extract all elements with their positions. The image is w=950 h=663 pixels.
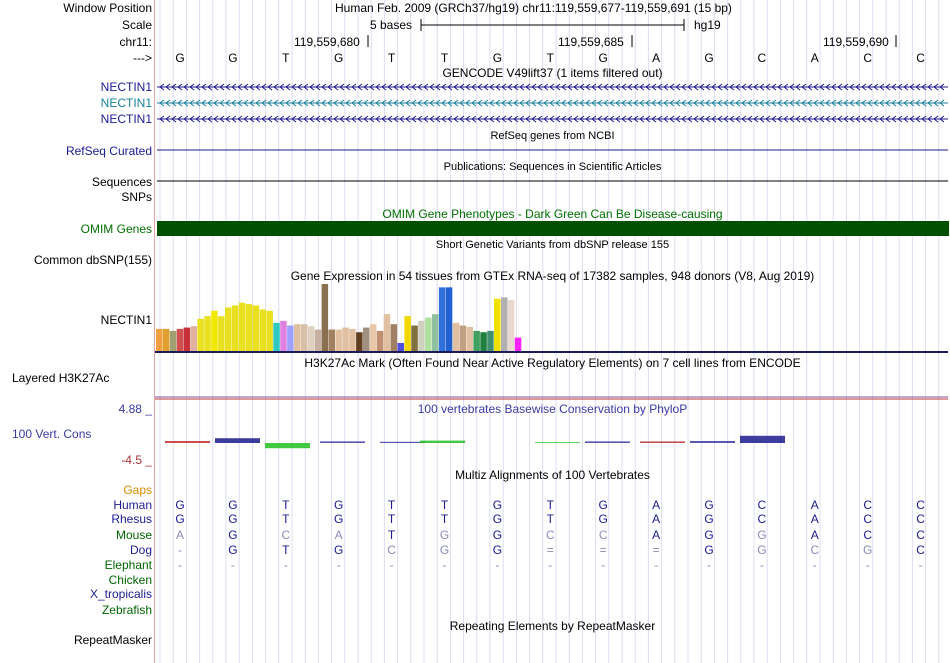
assembly-position-text: Human Feb. 2009 (GRCh37/hg19) chr11:119,559,677-119,559,691 (15 bp) bbox=[335, 1, 732, 15]
omim-track-label[interactable]: OMIM Genes bbox=[80, 222, 152, 236]
aligned-base: A bbox=[652, 498, 661, 512]
gtex-tissue-bar bbox=[273, 323, 280, 351]
species-label[interactable]: Elephant bbox=[104, 558, 152, 572]
reference-base: G bbox=[492, 51, 503, 65]
aligned-base: G bbox=[704, 543, 714, 557]
multiz-track-title: Multiz Alignments of 100 Vertebrates bbox=[455, 468, 650, 482]
gencode-track-label-3[interactable]: NECTIN1 bbox=[100, 112, 152, 126]
gtex-tissue-bar bbox=[287, 326, 294, 351]
aligned-base: C bbox=[916, 543, 925, 557]
gencode-track-label-2[interactable]: NECTIN1 bbox=[100, 96, 152, 110]
gtex-tissue-bar bbox=[315, 330, 322, 351]
aligned-base: - bbox=[654, 558, 659, 572]
phylop-score-mark bbox=[585, 441, 630, 443]
omim-phenotype-bar bbox=[157, 221, 949, 236]
gtex-tissue-bar bbox=[177, 329, 184, 351]
aligned-base: G bbox=[175, 512, 185, 526]
gtex-tissue-bar bbox=[398, 343, 405, 351]
strand-label: ---> bbox=[133, 51, 152, 65]
ruler-position-1: 119,559,680 bbox=[294, 35, 360, 49]
phylop-score-mark bbox=[165, 441, 210, 443]
gtex-tissue-bar bbox=[294, 324, 301, 351]
aligned-base: G bbox=[439, 543, 450, 557]
reference-base: T bbox=[387, 51, 396, 65]
gtex-tissue-bar bbox=[439, 287, 446, 351]
aligned-base: = bbox=[546, 543, 554, 557]
phylop-score-mark bbox=[320, 441, 365, 443]
reference-base: C bbox=[757, 51, 767, 65]
aligned-base: - bbox=[230, 558, 235, 572]
aligned-base: C bbox=[757, 512, 767, 526]
aligned-base: G bbox=[492, 512, 503, 526]
aligned-base: - bbox=[178, 543, 182, 557]
species-label[interactable]: X_tropicalis bbox=[89, 587, 152, 601]
gtex-tissue-bar bbox=[280, 321, 287, 351]
aligned-base: C bbox=[757, 498, 767, 512]
gtex-tissue-bar bbox=[501, 297, 508, 351]
aligned-base: C bbox=[387, 543, 396, 557]
gtex-tissue-bar bbox=[246, 304, 253, 351]
reference-base: G bbox=[334, 51, 344, 65]
gtex-tissue-bar bbox=[184, 328, 191, 351]
gtex-tissue-bar bbox=[480, 332, 487, 351]
aligned-base: G bbox=[334, 543, 344, 557]
ruler-position-3: 119,559,690 bbox=[823, 35, 889, 49]
refseq-track-title: RefSeq genes from NCBI bbox=[490, 130, 615, 142]
gtex-tissue-bar bbox=[170, 331, 177, 351]
aligned-base: C bbox=[545, 528, 555, 542]
phylop-score-mark bbox=[690, 441, 735, 443]
gtex-tissue-bar bbox=[432, 314, 439, 351]
gtex-tissue-bar bbox=[384, 314, 391, 351]
gtex-tissue-bar bbox=[156, 329, 163, 351]
aligned-base: - bbox=[495, 558, 500, 572]
phylop-score-mark bbox=[380, 442, 425, 443]
aligned-base: - bbox=[336, 558, 341, 572]
species-label[interactable]: Chicken bbox=[108, 573, 152, 587]
aligned-base: = bbox=[599, 543, 607, 557]
phylop-min-label: -4.5 _ bbox=[121, 453, 152, 467]
phylop-score-mark bbox=[420, 441, 465, 443]
aligned-base: T bbox=[282, 498, 290, 512]
aligned-base: - bbox=[707, 558, 711, 572]
h3k27ac-track-title: H3K27Ac Mark (Often Found Near Active Regulatory Elements) on 7 cell lines from ENCODE bbox=[304, 356, 801, 370]
omim-track-title: OMIM Gene Phenotypes - Dark Green Can Be Disease-causing bbox=[382, 207, 723, 221]
aligned-base: A bbox=[652, 512, 661, 526]
reference-base: A bbox=[652, 51, 661, 65]
aligned-base: A bbox=[810, 528, 819, 542]
dbsnp-track-label[interactable]: Common dbSNP(155) bbox=[33, 253, 152, 267]
species-label[interactable]: Zebrafish bbox=[101, 603, 152, 617]
aligned-base: - bbox=[283, 558, 288, 572]
gtex-tissue-bar bbox=[446, 287, 453, 351]
phylop-track-label[interactable]: 100 Vert. Cons bbox=[12, 427, 92, 441]
aligned-base: G bbox=[228, 543, 238, 557]
aligned-base: G bbox=[492, 543, 503, 557]
scale-label: Scale bbox=[121, 18, 152, 32]
aligned-base: T bbox=[440, 512, 449, 526]
gencode-track-title: GENCODE V49lift37 (1 items filtered out) bbox=[442, 66, 663, 80]
aligned-base: - bbox=[865, 558, 870, 572]
species-label[interactable]: Dog bbox=[129, 543, 152, 557]
aligned-base: G bbox=[757, 543, 767, 557]
gtex-tissue-bar bbox=[197, 319, 204, 351]
gtex-tissue-bar bbox=[211, 311, 218, 351]
phylop-score-mark bbox=[740, 436, 785, 443]
gencode-track-label-1[interactable]: NECTIN1 bbox=[100, 80, 152, 94]
aligned-base: - bbox=[389, 558, 394, 572]
aligned-base: T bbox=[282, 543, 290, 557]
gtex-tissue-bar bbox=[453, 323, 460, 351]
aligned-base: T bbox=[387, 528, 396, 542]
aligned-base: A bbox=[810, 498, 819, 512]
gtex-tissue-bar bbox=[494, 299, 501, 351]
aligned-base: C bbox=[916, 512, 925, 526]
species-label[interactable]: Human bbox=[113, 498, 152, 512]
h3k27ac-track-label[interactable]: Layered H3K27Ac bbox=[12, 371, 110, 385]
gtex-tissue-bar bbox=[232, 305, 239, 351]
scale-bases-text: 5 bases bbox=[370, 18, 413, 32]
aligned-base: G bbox=[334, 512, 344, 526]
gaps-label: Gaps bbox=[123, 483, 152, 497]
dbsnp-track-title: Short Genetic Variants from dbSNP release 155 bbox=[435, 239, 670, 251]
reference-base: T bbox=[282, 51, 290, 65]
aligned-base: T bbox=[387, 512, 396, 526]
phylop-score-mark bbox=[215, 438, 260, 443]
repeatmasker-track-label[interactable]: RepeatMasker bbox=[73, 633, 152, 647]
aligned-base: C bbox=[810, 543, 820, 557]
gtex-tissue-bar bbox=[515, 338, 522, 351]
aligned-base: A bbox=[652, 528, 661, 542]
gtex-tissue-bar bbox=[404, 316, 411, 351]
aligned-base: G bbox=[704, 528, 714, 542]
gtex-tissue-bar bbox=[356, 332, 363, 351]
reference-base: A bbox=[810, 51, 819, 65]
aligned-base: C bbox=[281, 528, 291, 542]
gtex-tissue-bar bbox=[260, 309, 267, 351]
phylop-score-mark bbox=[535, 442, 580, 443]
gtex-tissue-bar bbox=[225, 307, 232, 351]
gtex-tissue-bar bbox=[253, 305, 260, 351]
aligned-base: G bbox=[334, 498, 344, 512]
gtex-tissue-bar bbox=[370, 324, 377, 351]
aligned-base: G bbox=[598, 498, 608, 512]
aligned-base: - bbox=[601, 558, 606, 572]
reference-base: G bbox=[598, 51, 608, 65]
gtex-tissue-bar bbox=[349, 329, 356, 351]
gtex-tissue-bar bbox=[218, 316, 225, 351]
gtex-track-title: Gene Expression in 54 tissues from GTEx RNA-seq of 17382 samples, 948 donors (V8, Aug 2019) bbox=[290, 269, 815, 283]
gtex-tissue-bar bbox=[473, 331, 480, 351]
aligned-base: G bbox=[598, 512, 608, 526]
reference-base: G bbox=[228, 51, 238, 65]
gtex-tissue-bar bbox=[191, 326, 198, 351]
aligned-base: C bbox=[598, 528, 608, 542]
aligned-base: G bbox=[228, 528, 238, 542]
species-label[interactable]: Rhesus bbox=[111, 512, 152, 526]
scale-db-text: hg19 bbox=[694, 18, 721, 32]
aligned-base: G bbox=[492, 498, 503, 512]
aligned-base: - bbox=[812, 558, 817, 572]
repeatmasker-track-title: Repeating Elements by RepeatMasker bbox=[449, 619, 656, 633]
aligned-base: G bbox=[492, 528, 503, 542]
aligned-base: - bbox=[178, 558, 182, 572]
aligned-base: T bbox=[546, 498, 554, 512]
aligned-base: - bbox=[759, 558, 764, 572]
species-label[interactable]: Mouse bbox=[115, 528, 152, 542]
aligned-base: - bbox=[442, 558, 447, 572]
gtex-track-label[interactable]: NECTIN1 bbox=[100, 313, 152, 327]
aligned-base: G bbox=[704, 512, 714, 526]
aligned-base: A bbox=[175, 528, 184, 542]
aligned-base: T bbox=[440, 498, 449, 512]
aligned-base: C bbox=[863, 512, 873, 526]
reference-base: T bbox=[546, 51, 554, 65]
gtex-tissue-bar bbox=[266, 311, 273, 351]
gtex-tissue-bar bbox=[363, 328, 370, 351]
gtex-tissue-bar bbox=[425, 318, 432, 352]
gtex-tissue-bar bbox=[335, 330, 342, 351]
aligned-base: C bbox=[916, 528, 925, 542]
gtex-tissue-bar bbox=[460, 326, 467, 351]
window-position-label: Window Position bbox=[63, 1, 152, 15]
reference-base: T bbox=[440, 51, 449, 65]
aligned-base: G bbox=[757, 528, 767, 542]
aligned-base: C bbox=[863, 498, 873, 512]
aligned-base: G bbox=[439, 528, 450, 542]
gtex-tissue-bar bbox=[204, 316, 211, 351]
aligned-base: G bbox=[863, 543, 873, 557]
phylop-track-title: 100 vertebrates Basewise Conservation by PhyloP bbox=[417, 402, 688, 416]
gtex-tissue-bar bbox=[418, 321, 425, 351]
snps-track-label[interactable]: SNPs bbox=[121, 190, 152, 204]
aligned-base: C bbox=[863, 528, 873, 542]
aligned-base: - bbox=[548, 558, 553, 572]
aligned-base: T bbox=[387, 498, 396, 512]
aligned-base: C bbox=[916, 498, 925, 512]
gtex-tissue-bar bbox=[391, 324, 398, 351]
gtex-tissue-bar bbox=[508, 300, 515, 351]
chromosome-label: chr11: bbox=[119, 35, 152, 49]
gtex-tissue-bar bbox=[342, 328, 349, 351]
gtex-tissue-bar bbox=[329, 330, 336, 351]
gtex-tissue-bar bbox=[322, 284, 329, 351]
gtex-tissue-bar bbox=[467, 327, 474, 351]
publications-track-label[interactable]: Sequences bbox=[91, 175, 152, 189]
aligned-base: G bbox=[175, 498, 185, 512]
reference-base: G bbox=[704, 51, 714, 65]
aligned-base: G bbox=[704, 498, 714, 512]
phylop-score-mark bbox=[265, 443, 310, 448]
gtex-tissue-bar bbox=[308, 326, 315, 351]
aligned-base: G bbox=[228, 498, 238, 512]
ruler-position-2: 119,559,685 bbox=[558, 35, 624, 49]
aligned-base: - bbox=[918, 558, 923, 572]
gtex-tissue-bar bbox=[163, 329, 170, 351]
gtex-tissue-bar bbox=[377, 331, 384, 351]
aligned-base: = bbox=[652, 543, 660, 557]
reference-base: C bbox=[916, 51, 925, 65]
gtex-tissue-bar bbox=[239, 303, 246, 351]
aligned-base: A bbox=[810, 512, 819, 526]
reference-base: G bbox=[175, 51, 185, 65]
aligned-base: A bbox=[334, 528, 343, 542]
aligned-base: T bbox=[282, 512, 290, 526]
reference-base: C bbox=[863, 51, 873, 65]
publications-track-title: Publications: Sequences in Scientific Articles bbox=[443, 161, 662, 173]
aligned-base: T bbox=[546, 512, 554, 526]
gtex-tissue-bar bbox=[301, 324, 308, 351]
gtex-tissue-bar bbox=[487, 331, 494, 351]
gtex-tissue-bar bbox=[411, 326, 418, 351]
phylop-score-mark bbox=[640, 441, 685, 443]
phylop-max-label: 4.88 _ bbox=[118, 402, 152, 416]
refseq-track-label[interactable]: RefSeq Curated bbox=[65, 144, 152, 158]
aligned-base: G bbox=[228, 512, 238, 526]
